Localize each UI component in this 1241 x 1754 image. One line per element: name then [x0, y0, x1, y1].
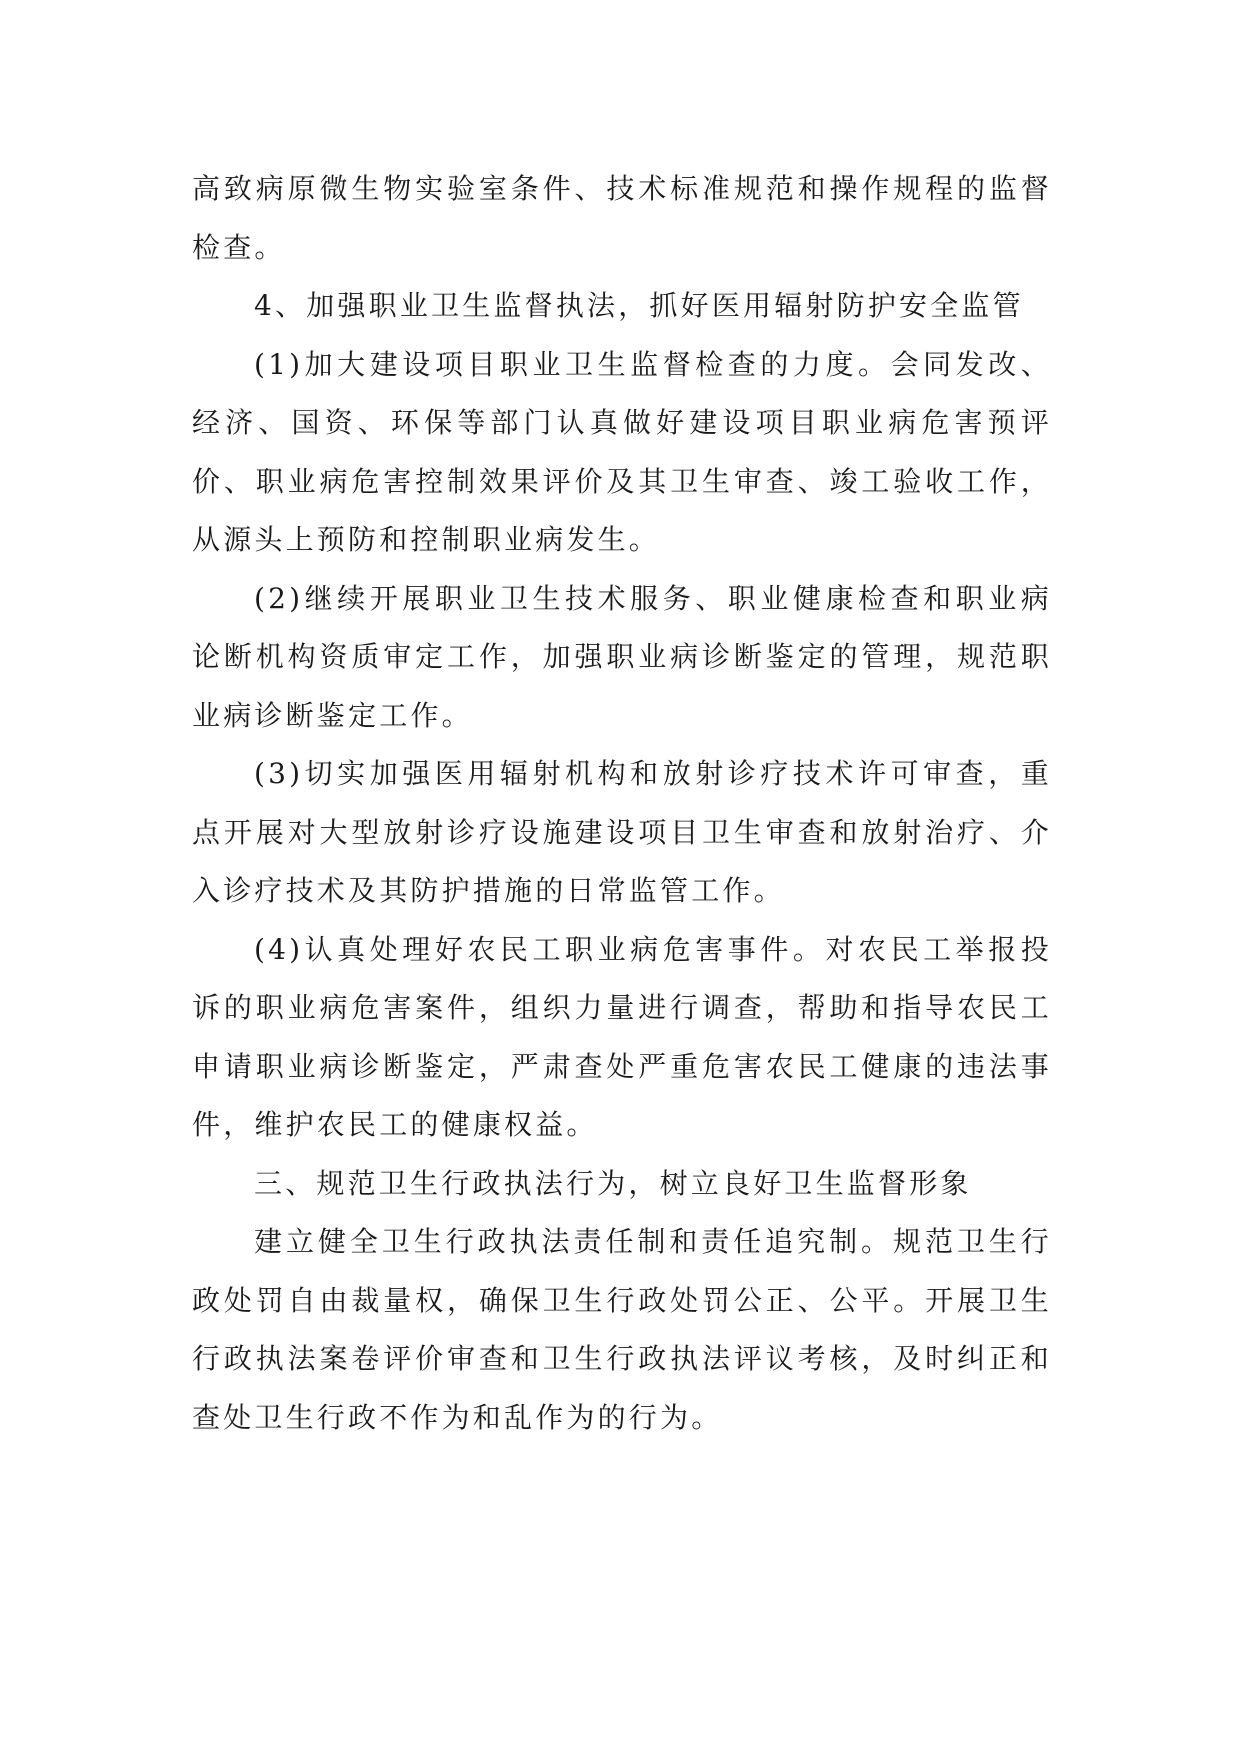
paragraph-item-2: (2)继续开展职业卫生技术服务、职业健康检查和职业病论断机构资质审定工作，加强职业病诊断鉴定的管理，规范职业病诊断鉴定工作。: [192, 581, 1052, 732]
section-heading-occupational-health: 4、加强职业卫生监督执法，抓好医用辐射防护安全监管: [254, 289, 1024, 322]
paragraph-enforcement: 建立健全卫生行政执法责任制和责任追究制。规范卫生行政处罚自由裁量权，确保卫生行政处罚公正、公平。开展卫生行政执法案卷评价审查和卫生行政执法评议考核，及时纠正和查处卫生行政不作为和乱作为的行为。: [192, 1225, 1052, 1434]
paragraph-item-4: (4)认真处理好农民工职业病危害事件。对农民工举报投诉的职业病危害案件，组织力量进行调查，帮助和指导农民工申请职业病诊断鉴定，严肃查处严重危害农民工健康的违法事件，维护农民工的健康权益。: [192, 932, 1052, 1141]
document-body: [192, 160, 1052, 1447]
paragraph-continuation: 高致病原微生物实验室条件、技术标准规范和操作规程的监督检查。: [192, 172, 1052, 264]
section-heading-three: 三、规范卫生行政执法行为，树立良好卫生监督形象: [254, 1166, 972, 1200]
paragraph-item-1: (1)加大建设项目职业卫生监督检查的力度。会同发改、经济、国资、环保等部门认真做好建设项目职业病危害预评价、职业病危害控制效果评价及其卫生审查、竣工验收工作，从源头上预防和控制职业病发生。: [192, 347, 1052, 556]
paragraph-item-3: (3)切实加强医用辐射机构和放射诊疗技术许可审查，重点开展对大型放射诊疗设施建设项目卫生审查和放射治疗、介入诊疗技术及其防护措施的日常监管工作。: [192, 757, 1052, 907]
